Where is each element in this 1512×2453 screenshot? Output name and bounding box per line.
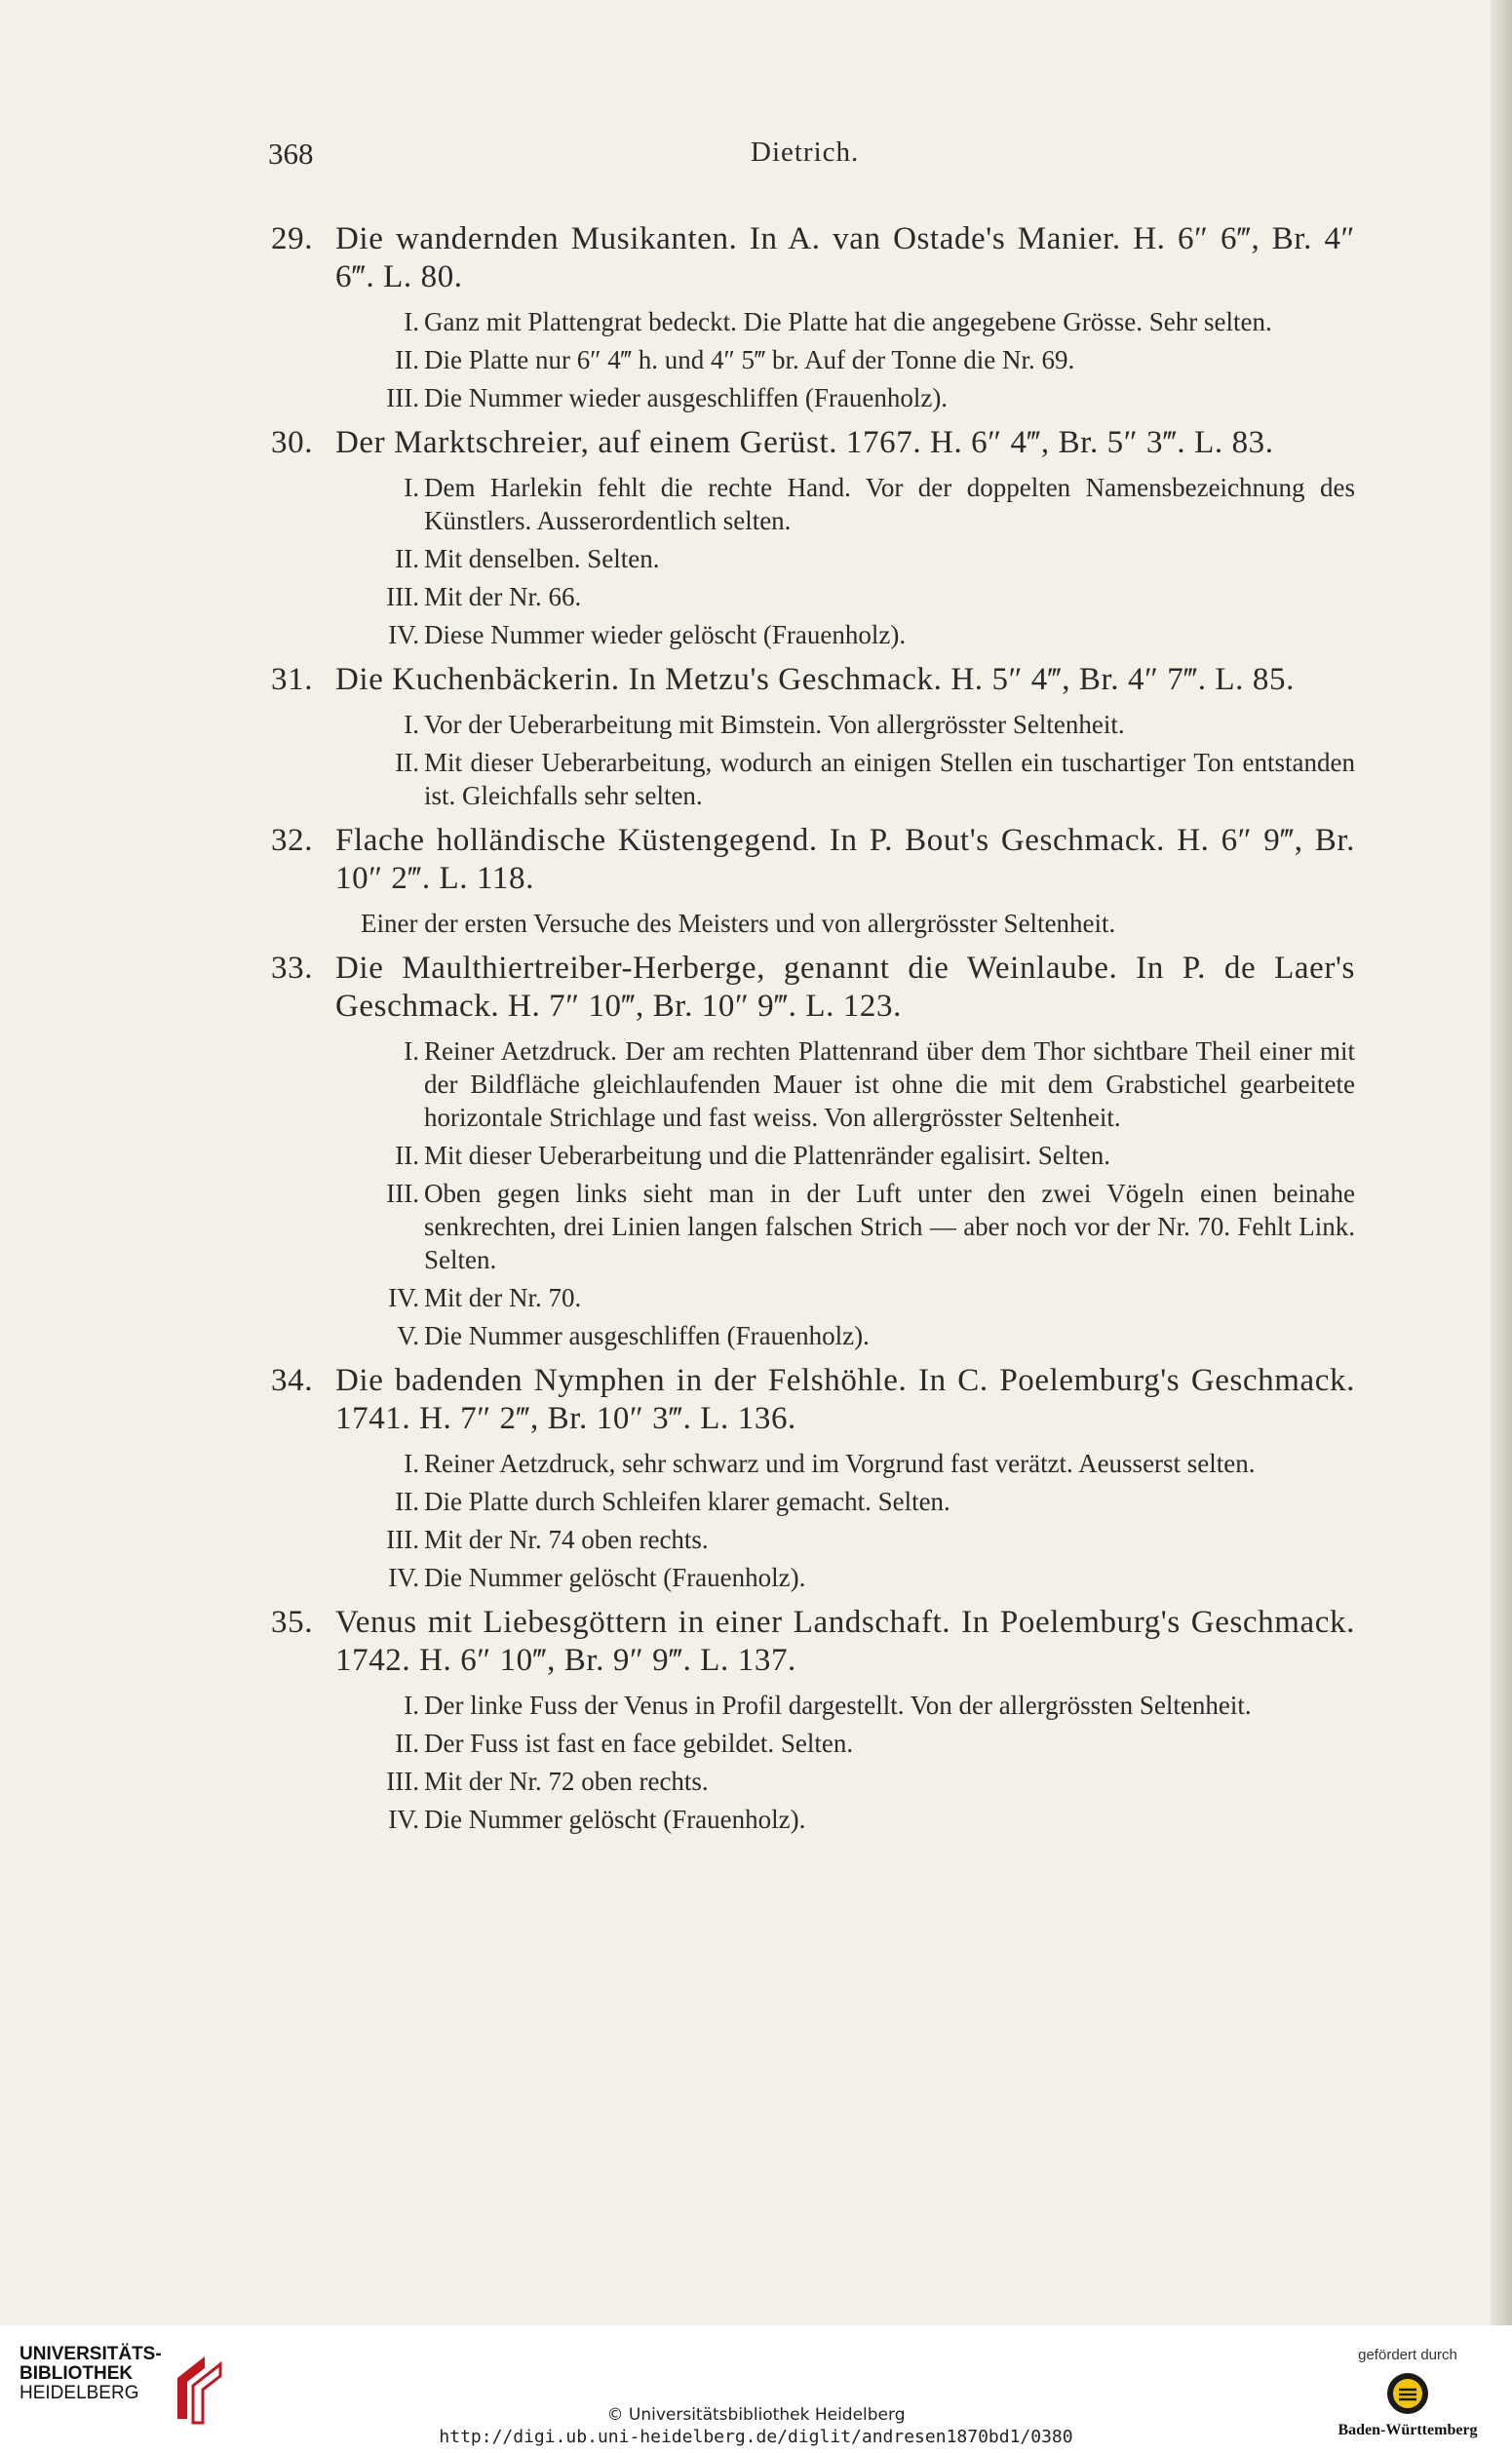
sponsor-label: gefördert durch [1358,2347,1457,2363]
entry-note: Einer der ersten Versuche des Meisters und von allergrösster Seltenheit. [361,909,1116,938]
state-text: Ganz mit Plattengrat bedeckt. Die Platte hat die angegebene Grösse. Sehr selten. [424,307,1272,336]
state-list [330,471,1355,651]
page-header [0,136,1492,175]
footer [0,2325,1512,2453]
state-number: I. [404,710,419,739]
entry-title-text: Die badenden Nymphen in der Felshöhle. In C. Poelemburg's Geschmack. 1741. H. 7″ 2‴, Br. 10″ 3‴. L. 136. [335,1363,1355,1436]
library-name-line3: HEIDELBERG [19,2383,139,2403]
state-number: II. [395,748,419,777]
entry-number: 29. [271,221,314,256]
copyright-notice: © Universitätsbibliothek Heidelberg [606,2405,906,2425]
library-name-line2: BIBLIOTHEK [19,2363,134,2384]
entry-number: 31. [271,662,314,697]
entry-title [271,822,1355,898]
state-text: Der Fuss ist fast en face gebildet. Selten. [424,1729,854,1758]
state-text: Reiner Aetzdruck, sehr schwarz und im Vorgrund fast verätzt. Aeusserst selten. [424,1449,1256,1478]
state-list [330,1034,1355,1352]
catalogue-entry [271,822,1355,940]
state-text: Mit der Nr. 70. [424,1283,582,1312]
page-number: 368 [268,136,314,171]
state-item [330,1689,1355,1722]
state-number: II. [395,1141,419,1170]
state-item [330,1727,1355,1760]
state-list [330,305,1355,414]
state-item [330,1485,1355,1518]
state-text: Die Platte durch Schleifen klarer gemacht. Selten. [424,1487,950,1516]
state-number: I. [404,1691,419,1720]
state-text: Mit dieser Ueberarbeitung und die Plattenränder egalisirt. Selten. [424,1141,1111,1170]
state-number: V. [397,1321,419,1350]
catalogue-entry [271,1604,1355,1836]
state-text: Diese Nummer wieder gelöscht (Frauenholz). [424,620,907,649]
state-text: Mit dieser Ueberarbeitung, wodurch an einigen Stellen ein tuschartiger Ton entstanden ist. Gleichfalls sehr selten. [424,748,1355,810]
entry-title-text: Der Marktschreier, auf einem Gerüst. 1767. H. 6″ 4‴, Br. 5″ 3‴. L. 83. [335,425,1274,460]
state-number: IV. [388,1805,419,1834]
entry-number: 33. [271,951,314,986]
entry-number: 30. [271,425,314,460]
entry-title-text: Die Kuchenbäckerin. In Metzu's Geschmack. H. 5″ 4‴, Br. 4″ 7‴. L. 85. [335,662,1295,697]
state-text: Die Nummer gelöscht (Frauenholz). [424,1805,806,1834]
state-text: Reiner Aetzdruck. Der am rechten Plattenrand über dem Thor sichtbare Theil einer mit der Bildfläche gleichlaufenden Mauer ist ohne die mit dem Grabstichel gearbeitete horizontale Strichlage und fast weiss. Von allergrösster Seltenheit. [424,1036,1355,1132]
entry-title-text: Flache holländische Küstengegend. In P. Bout's Geschmack. H. 6″ 9‴, Br. 10″ 2‴. L. 118. [335,823,1355,896]
sponsor-name: Baden-Württemberg [1338,2422,1478,2438]
state-list [330,1447,1355,1594]
state-list [330,1689,1355,1836]
state-number: III. [386,1767,419,1796]
state-item [330,708,1355,741]
permalink[interactable]: http://digi.ub.uni-heidelberg.de/diglit/andresen1870bd1/0380 [439,2427,1073,2447]
state-number: II. [395,1729,419,1758]
state-item [330,1319,1355,1352]
entry-title [271,950,1355,1026]
state-item [330,1523,1355,1556]
catalogue-entry [271,424,1355,651]
catalogue-entry [271,661,1355,812]
state-number: III. [386,1179,419,1208]
catalogue-entries [271,220,1355,1846]
entry-number: 34. [271,1363,314,1398]
state-item [330,542,1355,575]
state-item [330,1447,1355,1480]
entry-number: 32. [271,823,314,858]
state-item [330,1139,1355,1172]
state-text: Mit der Nr. 74 oben rechts. [424,1525,709,1554]
entry-number: 35. [271,1605,314,1640]
state-number: I. [404,1036,419,1066]
state-number: III. [386,1525,419,1554]
entry-title [271,661,1355,699]
running-title: Dietrich. [751,136,860,168]
state-item [330,305,1355,338]
state-number: IV. [388,1563,419,1592]
entry-title [271,220,1355,296]
state-text: Die Nummer wieder ausgeschliffen (Frauenholz). [424,383,949,412]
state-number: IV. [388,620,419,649]
state-text: Mit der Nr. 72 oben rechts. [424,1767,709,1796]
state-number: I. [404,307,419,336]
state-text: Die Nummer gelöscht (Frauenholz). [424,1563,806,1592]
state-item [330,1803,1355,1836]
state-item [330,580,1355,613]
state-item [330,1034,1355,1134]
state-number: II. [395,345,419,374]
catalogue-entry [271,220,1355,414]
state-item [330,381,1355,414]
state-number: I. [404,473,419,502]
library-name-line1: UNIVERSITÄTS- [19,2344,162,2364]
entry-title [271,424,1355,462]
state-item [330,343,1355,376]
state-number: IV. [388,1283,419,1312]
entry-title-text: Venus mit Liebesgöttern in einer Landschaft. In Poelemburg's Geschmack. 1742. H. 6″ 10‴, Br. 9″ 9‴. L. 137. [335,1605,1355,1678]
entry-title [271,1362,1355,1438]
state-text: Oben gegen links sieht man in der Luft unter den zwei Vögeln einen beinahe senkrechten, drei Linien langen falschen Strich — aber noch vor der Nr. 70. Fehlt Link. Selten. [424,1179,1355,1274]
state-text: Mit denselben. Selten. [424,544,660,573]
state-text: Die Nummer ausgeschliffen (Frauenholz). [424,1321,870,1350]
state-text: Der linke Fuss der Venus in Profil dargestellt. Von der allergrössten Seltenheit. [424,1691,1252,1720]
entry-title [271,1604,1355,1680]
page-gutter [1491,0,1512,2325]
state-number: III. [386,582,419,611]
entry-title-text: Die wandernden Musikanten. In A. van Ostade's Manier. H. 6″ 6‴, Br. 4″ 6‴. L. 80. [335,221,1355,294]
state-number: II. [395,544,419,573]
state-item [330,1765,1355,1798]
state-item [330,1281,1355,1314]
state-text: Dem Harlekin fehlt die rechte Hand. Vor der doppelten Namensbezeichnung des Künstlers. Ausserordentlich selten. [424,473,1355,535]
state-list [330,708,1355,812]
state-number: III. [386,383,419,412]
state-number: I. [404,1449,419,1478]
state-crest-icon [1385,2371,1430,2416]
state-text: Mit der Nr. 66. [424,582,582,611]
state-item [330,1177,1355,1276]
sponsor-block [1325,2347,1491,2439]
state-item [330,1561,1355,1594]
catalogue-entry [271,1362,1355,1594]
state-text: Die Platte nur 6″ 4‴ h. und 4″ 5‴ br. Auf der Tonne die Nr. 69. [424,345,1075,374]
catalogue-entry [271,950,1355,1352]
state-item [330,471,1355,537]
state-text: Vor der Ueberarbeitung mit Bimstein. Von allergrösster Seltenheit. [424,710,1125,739]
state-number: II. [395,1487,419,1516]
state-item [330,746,1355,812]
state-item [330,618,1355,651]
entry-title-text: Die Maulthiertreiber-Herberge, genannt die Weinlaube. In P. de Laer's Geschmack. H. 7″ 10‴, Br. 10″ 9‴. L. 123. [335,951,1355,1024]
